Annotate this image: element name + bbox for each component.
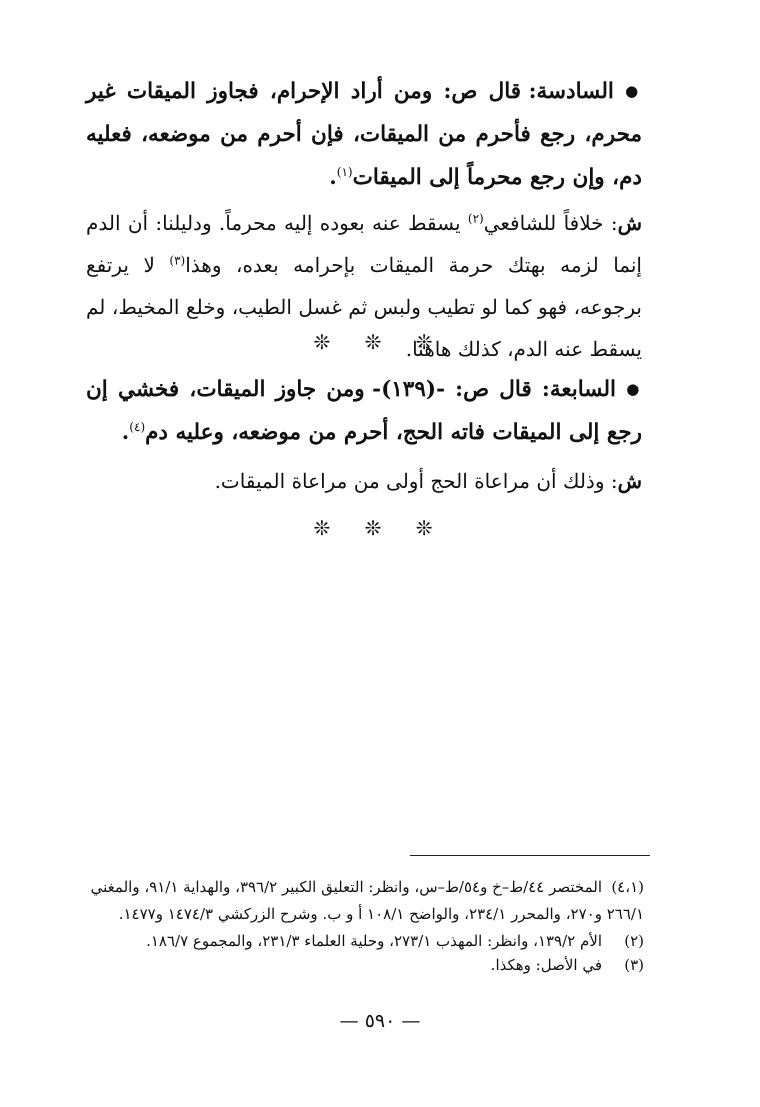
issue-sixth-body: : قال ص: ومن أراد الإحرام، فجاوز الميقات غير محرم، رجع فأحرم من الميقات، فإن أحرم من موضعه، فعليه دم، وإن رجع محرماً إلى الميقات: [86, 79, 642, 190]
footnote-2-text: الأم ١٣٩/٢، وانظر: المهذب ٢٧٣/١، وحلية العلماء ٢٣١/٣، والمجموع ١٨٦/٧.: [146, 932, 602, 950]
issue-seventh-end: .: [121, 420, 130, 445]
footnote-divider: [410, 855, 650, 856]
footnote-2: [86, 928, 644, 955]
issue-seventh-text: [86, 368, 642, 454]
page-number: — ٥٩٠ —: [339, 1010, 421, 1032]
issue-sixth-end: .: [329, 165, 337, 190]
footnote-1: [86, 874, 644, 928]
commentary-sixth-part1: : خلافاً للشافعي: [483, 211, 618, 235]
footnote-ref-1: (١): [336, 164, 353, 179]
footnote-3-text: في الأصل: وهكذا.: [490, 956, 602, 974]
section-separator-1: ❊ ❊ ❊: [313, 330, 447, 354]
footnote-3: [86, 952, 644, 979]
section-separator-2: ❊ ❊ ❊: [313, 516, 447, 540]
commentary-sixth-lead: ش: [617, 211, 642, 235]
commentary-sixth-part2: يسقط عنه بعوده إليه محرماً. ودليلنا: أن الدم إنما لزمه بهتك حرمة الميقات بإحرامه بعده، وهذا: [86, 211, 642, 277]
commentary-seventh-body: : وذلك أن مراعاة الحج أولى من مراعاة الميقات.: [214, 469, 618, 493]
footnote-2-number: (٢): [624, 932, 644, 950]
issue-seventh-lead: السابعة: [549, 377, 617, 402]
commentary-sixth-part3: لا يرتفع برجوعه، فهو كما لو تطيب ولبس ثم غسل الطيب، وخلع المخيط، لم يسقط عنه الدم، كذلك هاهنا.: [86, 253, 642, 361]
footnote-ref-3: (٣): [169, 253, 186, 268]
issue-sixth-text: [86, 70, 642, 199]
commentary-seventh-text: [86, 460, 642, 502]
issue-sixth-lead: السادسة: [536, 79, 614, 104]
commentary-seventh-lead: ش: [617, 469, 642, 493]
footnote-ref-2: (٢): [467, 211, 484, 226]
bullet-icon: ●: [626, 380, 642, 398]
footnote-3-number: (٣): [624, 956, 644, 974]
footnote-1-number: (٤،١): [611, 878, 644, 896]
issue-seventh-body: : قال ص: -(١٣٩)- ومن جاوز الميقات، فخشي إن رجع إلى الميقات فاته الحج، أحرم من موضعه، وعليه دم: [86, 377, 642, 445]
footnote-1-text: المختصر ٤٤/ط–خ و٥٤/ط–س، وانظر: التعليق الكبير ٣٩٦/٢، والهداية ٩١/١، والمغني ٢٦٦/١ و٢٧٠، والمحرر ٢٣٤/١، والواضح ١٠٨/١ أ و ب. وشرح الزركشي ١٤٧٤/٣ و١٤٧٧.: [90, 878, 644, 923]
footnote-ref-4: (٤): [129, 419, 146, 434]
bullet-icon: ●: [625, 82, 642, 100]
